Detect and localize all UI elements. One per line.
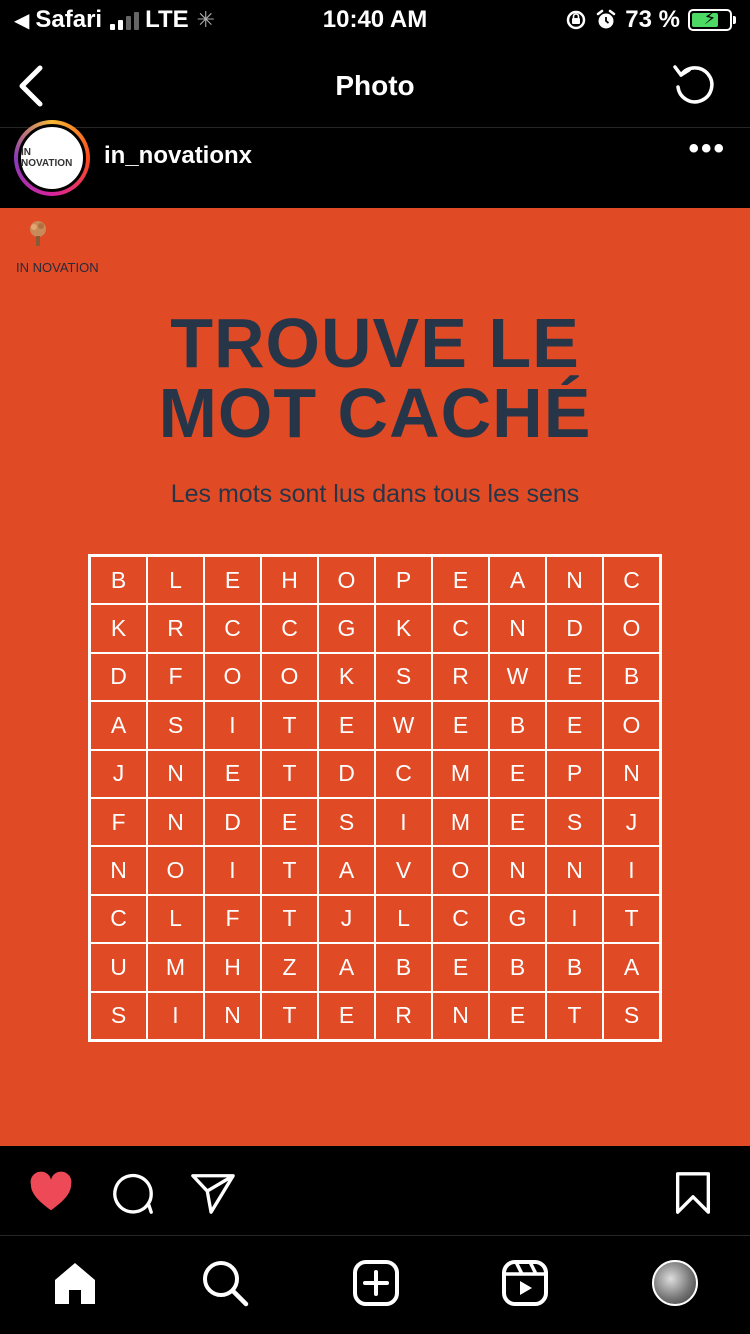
grid-cell: O [603, 701, 660, 749]
grid-cell: S [90, 992, 147, 1040]
grid-cell: E [204, 750, 261, 798]
grid-cell: P [375, 556, 432, 604]
tab-bar [0, 1236, 750, 1334]
grid-cell: S [318, 798, 375, 846]
grid-cell: I [147, 992, 204, 1040]
rotation-lock-icon [565, 9, 587, 31]
grid-cell: S [147, 701, 204, 749]
headline-line-1: TROUVE LE [170, 304, 580, 382]
heart-filled-icon[interactable] [28, 1170, 74, 1216]
grid-cell: B [375, 943, 432, 991]
bookmark-icon[interactable] [670, 1170, 716, 1216]
status-right [565, 6, 732, 34]
alarm-icon [595, 9, 617, 31]
grid-cell: C [603, 556, 660, 604]
grid-cell: I [546, 895, 603, 943]
lightbulb-tree-icon [28, 220, 48, 248]
grid-cell: L [375, 895, 432, 943]
page-title: Photo [335, 70, 415, 101]
word-search-grid [88, 554, 662, 1042]
grid-cell: T [261, 701, 318, 749]
loading-spinner-icon: ✳ [196, 7, 216, 32]
headline-line-2: MOT CACHÉ [158, 374, 592, 452]
action-bar [0, 1146, 750, 1236]
more-horizontal-icon[interactable]: ••• [688, 132, 726, 165]
grid-cell: T [261, 846, 318, 894]
carrier-label: LTE [145, 6, 189, 33]
grid-cell: A [318, 846, 375, 894]
grid-cell: T [261, 895, 318, 943]
refresh-icon[interactable] [670, 58, 720, 108]
grid-cell: V [375, 846, 432, 894]
post-header [0, 128, 750, 208]
grid-cell: T [603, 895, 660, 943]
grid-cell: I [204, 701, 261, 749]
nav-header [0, 44, 750, 128]
grid-cell: M [432, 750, 489, 798]
grid-cell: K [90, 604, 147, 652]
grid-cell: R [147, 604, 204, 652]
grid-cell: E [318, 992, 375, 1040]
grid-cell: T [261, 750, 318, 798]
bolt-icon: ⚡ [703, 8, 717, 28]
grid-cell: E [489, 992, 546, 1040]
grid-cell: O [603, 604, 660, 652]
grid-cell: D [204, 798, 261, 846]
grid-cell: L [147, 556, 204, 604]
logo-text: IN NOVATION [16, 260, 99, 275]
grid-cell: T [546, 992, 603, 1040]
clock: 10:40 AM [322, 6, 428, 33]
grid-cell: E [432, 556, 489, 604]
grid-cell: K [375, 604, 432, 652]
grid-cell: A [489, 556, 546, 604]
home-icon[interactable] [50, 1258, 100, 1308]
grid-cell: O [432, 846, 489, 894]
grid-cell: G [318, 604, 375, 652]
grid-cell: E [546, 701, 603, 749]
grid-cell: B [603, 653, 660, 701]
avatar-label: IN NOVATION [21, 147, 73, 169]
grid-cell: A [90, 701, 147, 749]
story-ring[interactable] [14, 120, 90, 196]
grid-cell: R [432, 653, 489, 701]
back-app-label[interactable]: Safari [35, 6, 103, 33]
grid-cell: E [432, 701, 489, 749]
grid-cell: A [318, 943, 375, 991]
grid-cell: C [261, 604, 318, 652]
grid-cell: O [261, 653, 318, 701]
reels-icon[interactable] [500, 1258, 550, 1308]
grid-cell: N [147, 798, 204, 846]
grid-cell: B [90, 556, 147, 604]
grid-cell: F [147, 653, 204, 701]
grid-cell: O [318, 556, 375, 604]
grid-cell: J [603, 798, 660, 846]
profile-avatar[interactable] [652, 1260, 698, 1306]
grid-cell: N [546, 556, 603, 604]
grid-cell: S [375, 653, 432, 701]
grid-cell: C [432, 604, 489, 652]
grid-cell: C [90, 895, 147, 943]
grid-cell: F [204, 895, 261, 943]
grid-cell: M [432, 798, 489, 846]
comment-icon[interactable] [110, 1170, 156, 1216]
grid-cell: E [318, 701, 375, 749]
grid-cell: E [261, 798, 318, 846]
grid-cell: Z [261, 943, 318, 991]
grid-cell: C [204, 604, 261, 652]
grid-cell: E [489, 750, 546, 798]
grid-cell: D [318, 750, 375, 798]
grid-cell: B [489, 943, 546, 991]
grid-cell: D [546, 604, 603, 652]
username-link[interactable]: in_novationx [104, 142, 253, 169]
grid-cell: I [204, 846, 261, 894]
grid-cell: G [489, 895, 546, 943]
brand-logo [16, 220, 126, 282]
grid-cell: B [489, 701, 546, 749]
grid-cell: S [546, 798, 603, 846]
grid-cell: A [603, 943, 660, 991]
grid-cell: N [90, 846, 147, 894]
search-icon[interactable] [200, 1258, 250, 1308]
grid-cell: C [432, 895, 489, 943]
grid-cell: N [204, 992, 261, 1040]
avatar[interactable] [18, 124, 86, 192]
grid-cell: N [489, 604, 546, 652]
grid-cell: E [432, 943, 489, 991]
send-icon[interactable] [190, 1170, 236, 1216]
grid-cell: E [204, 556, 261, 604]
status-bar [0, 0, 750, 44]
grid-cell: R [375, 992, 432, 1040]
subtitle: Les mots sont lus dans tous les sens [170, 480, 580, 508]
grid-cell: N [546, 846, 603, 894]
grid-cell: S [603, 992, 660, 1040]
grid-cell: F [90, 798, 147, 846]
battery-percent: 73 % [625, 6, 680, 33]
grid-cell: B [546, 943, 603, 991]
grid-cell: W [375, 701, 432, 749]
grid-cell: L [147, 895, 204, 943]
grid-cell: U [90, 943, 147, 991]
grid-cell: H [261, 556, 318, 604]
grid-cell: O [204, 653, 261, 701]
grid-cell: K [318, 653, 375, 701]
grid-cell: P [546, 750, 603, 798]
battery-charging-icon [688, 9, 732, 31]
post-image[interactable] [0, 208, 750, 1146]
grid-cell: W [489, 653, 546, 701]
grid-cell: N [432, 992, 489, 1040]
grid-cell: M [147, 943, 204, 991]
grid-cell: I [375, 798, 432, 846]
grid-cell: J [318, 895, 375, 943]
new-post-icon[interactable] [351, 1258, 401, 1308]
headline [0, 304, 750, 452]
back-arrow-icon[interactable]: ◀ [14, 9, 30, 32]
grid-cell: E [489, 798, 546, 846]
grid-cell: J [90, 750, 147, 798]
grid-cell: N [603, 750, 660, 798]
grid-cell: N [147, 750, 204, 798]
grid-cell: D [90, 653, 147, 701]
grid-cell: I [603, 846, 660, 894]
grid-cell: T [261, 992, 318, 1040]
grid-cell: C [375, 750, 432, 798]
grid-cell: E [546, 653, 603, 701]
grid-cell: N [489, 846, 546, 894]
grid-cell: H [204, 943, 261, 991]
grid-cell: O [147, 846, 204, 894]
